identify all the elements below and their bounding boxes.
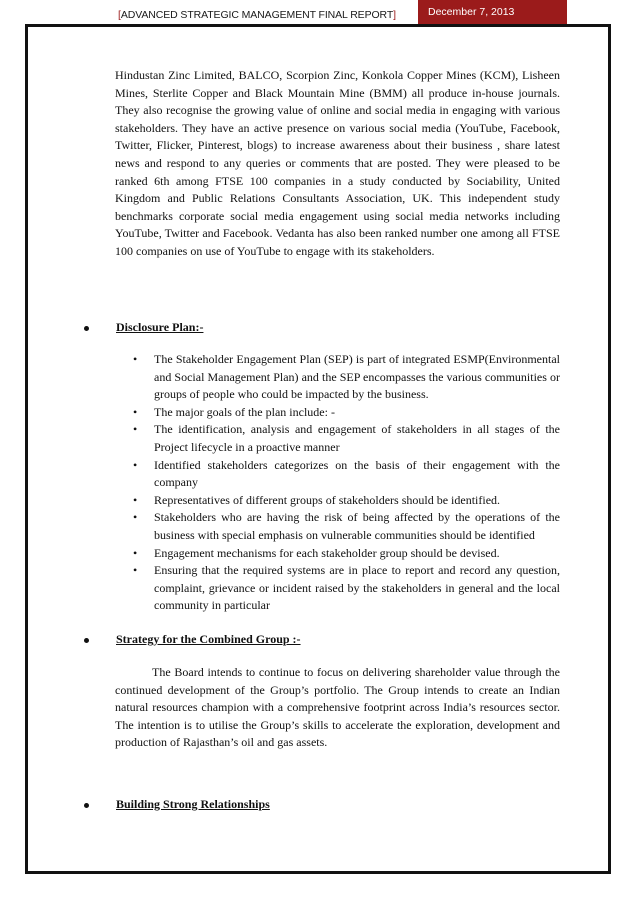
bullet-icon: • [133,545,138,560]
section-title-relationships: Building Strong Relationships [116,797,270,811]
list-item-text: Engagement mechanisms for each stakeholder group should be devised. [154,545,500,560]
bullet-icon: • [133,404,138,419]
list-item [133,509,560,544]
section-title-disclosure: Disclosure Plan:- [116,320,204,334]
list-item [133,457,560,492]
list-item [133,562,560,615]
bullet-icon: • [133,422,138,437]
bullet-icon: • [133,352,138,366]
report-title-text: ADVANCED STRATEGIC MANAGEMENT FINAL REPORT [120,9,394,21]
bullet-icon: • [133,510,138,525]
list-item [133,545,560,563]
list-item [133,351,560,404]
list-item-text: The Stakeholder Engagement Plan (SEP) is part of integrated ESMP(Environmental and Social Management Plan) and the SEP encompasses the various communities or groups of people who could be impacted by the business. [154,352,560,402]
strategy-paragraph: The Board intends to continue to focus on delivering shareholder value through the continued development of the Group’s portfolio. The Group intends to create an Indian natural resources champion with a comprehensive footprint across India’s resources sector. The intention is to utilise the Group’s skills to accelerate the exploration, development and production of Rajasthan’s oil and gas assets. [115,665,560,750]
intro-block [115,67,560,261]
section-bullet-icon [84,638,89,643]
list-item [133,492,560,510]
section-bullet-icon [84,326,89,331]
bullet-icon: • [133,457,138,472]
list-item [133,404,560,422]
section-bullet-icon [84,803,89,808]
report-date: December 7, 2013 [418,0,567,24]
strategy-block [115,664,560,752]
disclosure-bullet-list [133,351,560,615]
list-item-text: The identification, analysis and engagement of stakeholders in all stages of the Project lifecycle in a proactive manner [154,422,560,454]
list-item-text: Identified stakeholders categorizes on the basis of their engagement with the company [154,457,560,490]
report-title [118,6,396,24]
bullet-icon: • [133,492,138,507]
list-item [133,421,560,456]
title-bracket-close: ] [393,9,396,21]
intro-paragraph: Hindustan Zinc Limited, BALCO, Scorpion Zinc, Konkola Copper Mines (KCM), Lisheen Mines, Sterlite Copper and Black Mountain Mine (BMM) all produce in-house journals. They also recognise the growing value of online and social media in engaging with various stakeholders. They have an active presence on various social media (YouTube, Facebook, Twitter, Flicker, Pinterest, blogs) to increase awareness about their business , share latest news and respond to any queries or comments that are posted. They were pleased to be ranked 6th among FTSE 100 companies in a study conducted by Sociability, United Kingdom and Public Relations Consultants Association, UK. This independent study benchmarks corporate social media engagement using social media networks including YouTube, Twitter and Facebook. Vedanta has also been ranked number one among all FTSE 100 companies on use of YouTube to engage with its stakeholders. [115,68,560,258]
bullet-icon: • [133,563,138,578]
list-item-text: Ensuring that the required systems are in place to report and record any question, complaint, grievance or incident raised by the stakeholders in general and the local community in particular [154,563,560,613]
list-item-text: Stakeholders who are having the risk of being affected by the operations of the business with special emphasis on vulnerable communities should be identified [154,510,560,542]
title-bracket-open: [ [118,9,121,21]
section-title-strategy: Strategy for the Combined Group :- [116,632,301,646]
list-item-text: Representatives of different groups of stakeholders should be identified. [154,492,501,507]
list-item-text: The major goals of the plan include: - [154,404,335,419]
